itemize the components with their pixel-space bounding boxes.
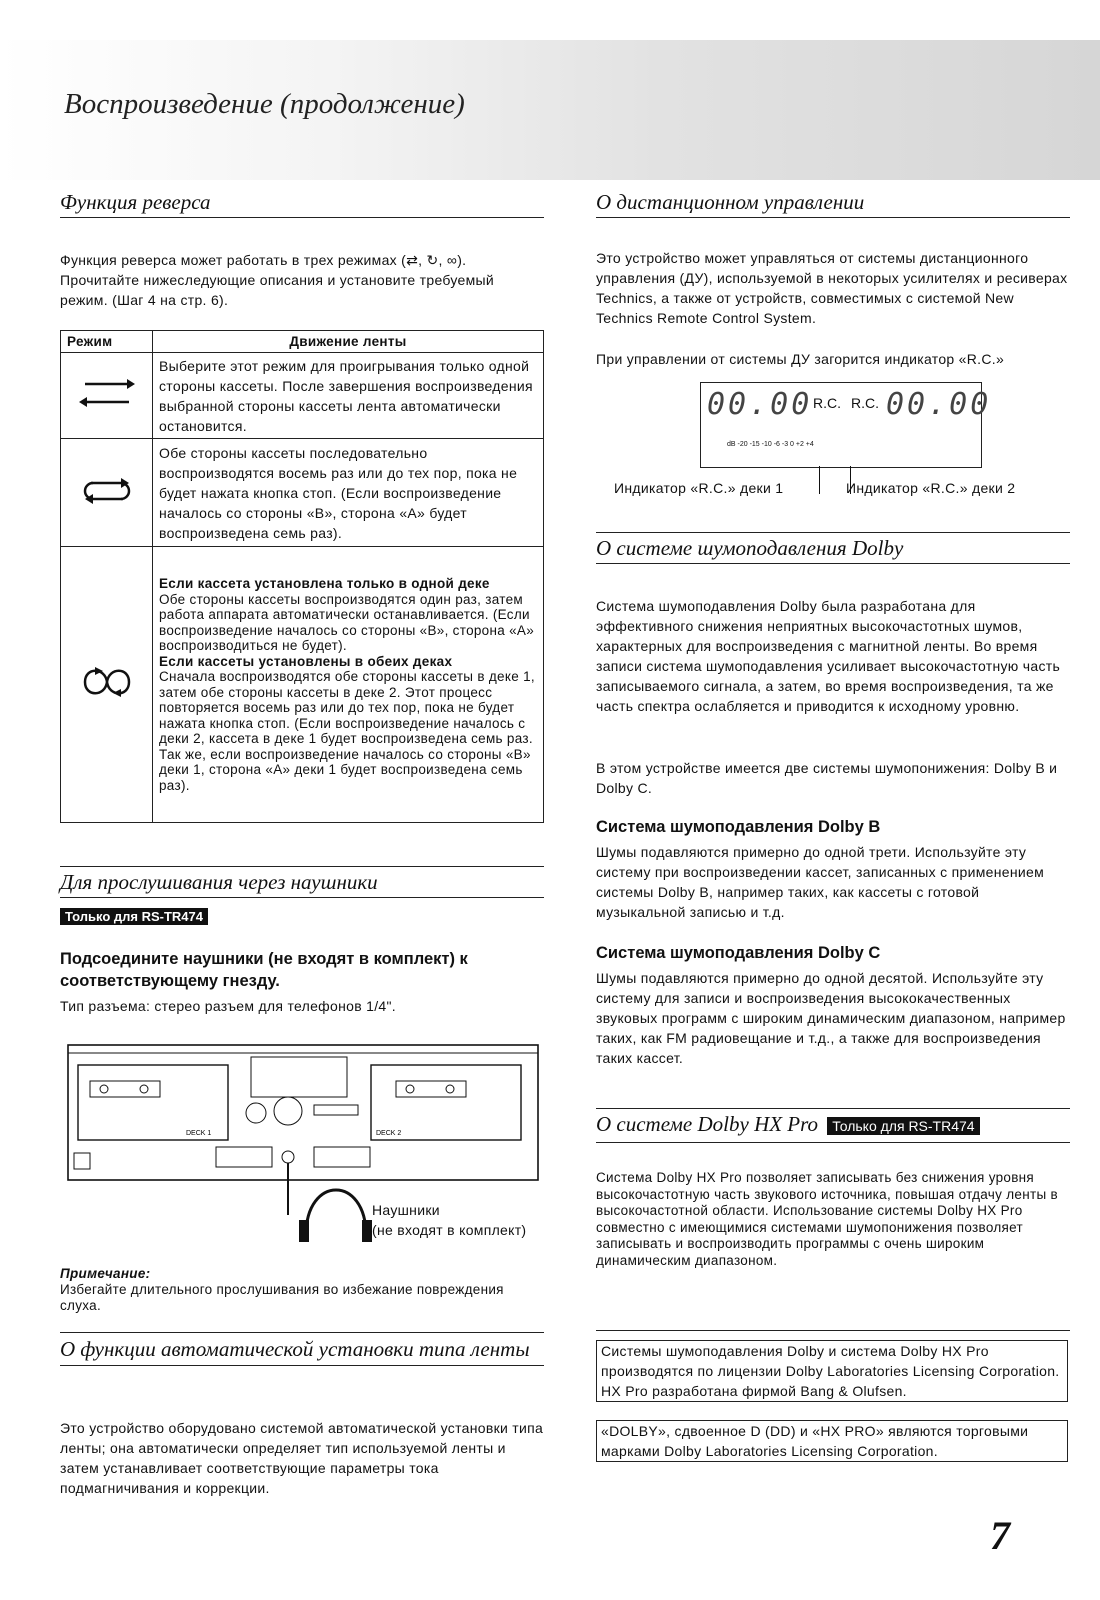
one-side-mode-icon: [61, 353, 153, 439]
hxpro-section-title: О системе Dolby HX Pro: [596, 1112, 819, 1136]
hxpro-text: Система Dolby HX Pro позволяет записывать без снижения уровня высокочастотную часть звукового источника, повышая отдачу ленты в высокочастотной области. Использование системы Dolby HX Pro совместно с имеющимися системами шумопонижения позволяет записывать и воспроизводить программы с очень широким динамическим диапазоном.: [596, 1170, 1058, 1268]
col-header-motion: Движение ленты: [153, 331, 544, 353]
remote-text-indicator: При управлении от системы ДУ загорится индикатор «R.C.»: [596, 351, 1005, 367]
divider: [60, 866, 544, 867]
note-label: Примечание:: [60, 1266, 151, 1281]
note-text: Избегайте длительного прослушивания во избежание повреждения слуха.: [60, 1282, 504, 1313]
remote-text: Это устройство может управляться от системы дистанционного управления (ДУ), используемой в некоторых усилителях и ресиверах Technics, а также от устройств, совместимых с системой New Technics Remote Control System.: [596, 250, 1068, 326]
connector-type: Тип разъема: стерео разъем для телефонов 1/4".: [60, 998, 396, 1014]
reverse-intro: Функция реверса может работать в трех режимах (⇄, ↻, ∞). Прочитайте нижеследующие описания и установите требуемый режим. (Шаг 4 на стр. 6).: [60, 252, 495, 308]
headphones-callout: Наушники: [372, 1202, 440, 1218]
headphones-callout-note: (не входят в комплект): [372, 1222, 527, 1238]
col-header-mode: Режим: [61, 331, 153, 353]
dolby-c-heading: Система шумоподавления Dolby C: [596, 944, 881, 962]
divider: [596, 1108, 1070, 1109]
dolby-b-heading: Система шумоподавления Dolby B: [596, 818, 881, 836]
level-meter-scale: dB -20 -15 -10 -6 -3 0 +2 +4: [727, 441, 814, 448]
deck-illustration: [66, 1025, 546, 1250]
relay-two-decks-heading: Если кассеты установлены в обеих деках: [159, 653, 453, 669]
headphones-section-title: Для прослушивания через наушники: [60, 870, 544, 898]
pointer-line: [819, 466, 820, 494]
row-relay-cell: [153, 547, 544, 823]
autotape-text: Это устройство оборудовано системой автоматической установки типа ленты; она автоматически определяет тип используемой ленты и затем устанавливает соответствующие параметры тока подмагничивания и коррекции.: [60, 1420, 544, 1496]
reverse-modes-table: [60, 330, 544, 823]
deck1-counter: 00.00: [707, 387, 813, 422]
dolby-systems-text: В этом устройстве имеется две системы шумопонижения: Dolby B и Dolby C.: [596, 760, 1058, 796]
rc-indicator-deck2: R.C.: [851, 395, 879, 411]
row-one-side-text: Выберите этот режим для проигрывания только одной стороны кассеты. После завершения воспроизведения выбранной стороны кассеты лента автоматически остановится.: [153, 353, 544, 439]
page-number: 7: [990, 1513, 1010, 1558]
remote-section-title: О дистанционном управлении: [596, 190, 1070, 218]
relay-two-decks-text: Сначала воспроизводятся обе стороны кассеты в деке 1, затем обе стороны кассеты в деке 2. Этот процесс повторяется восемь раз или до тех пор, пока не будет нажата кнопка стоп. (Если воспроизведение началось с деки 2, кассета в деке 1 будет воспроизведена семь раз. Так же, если воспроизведение началось со стороны «В» деки 1, сторона «А» деки 1 будет воспроизведена семь раз).: [159, 669, 535, 793]
display-panel: [700, 382, 992, 468]
divider: [596, 532, 1070, 533]
rc-indicator-deck2-label: Индикатор «R.C.» деки 2: [846, 480, 1016, 496]
row-loop-text: Обе стороны кассеты последовательно воспроизводятся восемь раз или до тех пор, пока не будет нажата кнопка стоп. (Если воспроизведение началось со стороны «В», сторона «А» будет воспроизведена семь раз).: [153, 439, 544, 547]
relay-one-deck-text: Обе стороны кассеты воспроизводятся один раз, затем работа аппарата автоматически останавливается. (Если воспроизведение началось со стороны «В», сторона «А» воспроизводиться не будет).: [159, 591, 535, 653]
relay-one-deck-heading: Если кассета установлена только в одной деке: [159, 576, 490, 591]
dolby-c-text: Шумы подавляются примерно до одной десятой. Используйте эту систему для записи и воспроизведения высококачественных звуковых программ с широким динамическим диапазоном, например таких, как FM радиовещание и т.д., а также для воспроизведения таких кассет.: [596, 970, 1066, 1066]
autotape-section-title: О функции автоматической установки типа ленты: [60, 1336, 544, 1366]
deck2-counter: 00.00: [886, 387, 992, 422]
license-notice: Системы шумоподавления Dolby и система Dolby HX Pro производятся по лицензии Dolby Laboratories Licensing Corporation. HX Pro разработана фирмой Bang & Olufsen.: [596, 1340, 1068, 1402]
rc-indicator-deck1-label: Индикатор «R.C.» деки 1: [614, 480, 784, 496]
loop-mode-icon: [61, 439, 153, 547]
model-only-badge: Только для RS-TR474: [60, 908, 208, 925]
headphones-heading: Подсоедините наушники (не входят в комплект) к соответствующему гнезду.: [60, 950, 468, 990]
hxpro-section-title-rule: [596, 1112, 1070, 1143]
trademark-notice: «DOLBY», сдвоенное D (DD) и «HX PRO» являются торговыми марками Dolby Laboratories Licensing Corporation.: [596, 1420, 1068, 1462]
divider: [60, 1332, 544, 1333]
page-title: Воспроизведение (продолжение): [64, 88, 465, 120]
divider: [596, 1330, 1070, 1331]
dolby-b-text: Шумы подавляются примерно до одной трети. Используйте эту систему при воспроизведении кассет, записанных с применением системы Dolby B, например таких, как кассеты с готовой музыкальной записью и т.д.: [596, 844, 1045, 920]
dolby-intro: Система шумоподавления Dolby была разработана для эффективного снижения неприятных высокочастотных шумов, характерных для воспроизведения с магнитной ленты. Во время записи система шумоподавления усиливает высокочастотную часть записываемого сигнала, а затем, во время воспроизведения, та же часть спектра ослабляется и приводится к исходному уровню.: [596, 598, 1061, 714]
rc-indicator-deck1: R.C.: [813, 395, 841, 411]
dolby-section-title: О системе шумоподавления Dolby: [596, 536, 1070, 564]
reverse-section-title: Функция реверса: [60, 190, 544, 218]
relay-mode-icon: [61, 547, 153, 823]
model-only-badge: Только для RS-TR474: [827, 1117, 979, 1135]
deck2-label: DECK 2: [376, 1130, 402, 1137]
deck1-label: DECK 1: [186, 1130, 212, 1137]
